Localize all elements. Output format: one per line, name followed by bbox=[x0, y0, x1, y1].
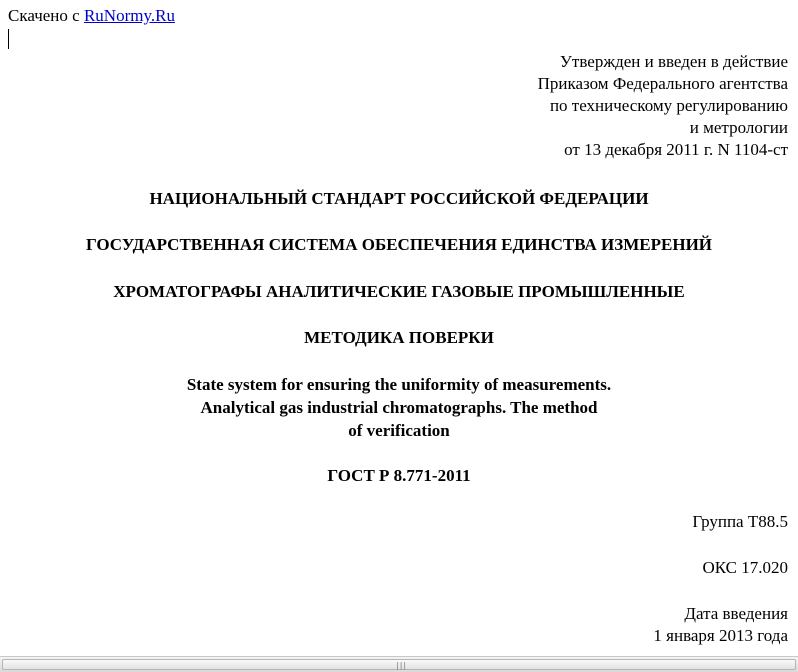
english-title-line: Analytical gas industrial chromatographs. The method bbox=[200, 398, 598, 417]
method-heading: МЕТОДИКА ПОВЕРКИ bbox=[304, 328, 494, 347]
source-prefix: Скачено с bbox=[8, 6, 84, 25]
introduction-label: Дата введения bbox=[684, 604, 788, 623]
classification-group: Группа Т88.5 bbox=[692, 512, 788, 531]
scrollbar-thumb[interactable] bbox=[2, 659, 796, 670]
approval-line: по техническому регулированию bbox=[549, 96, 788, 115]
english-title-line: of verification bbox=[348, 421, 450, 440]
approval-line: Утвержден и введен в действие bbox=[559, 52, 788, 71]
approval-line: от 13 декабря 2011 г. N 1104-ст bbox=[564, 140, 788, 159]
standard-number: ГОСТ Р 8.771-2011 bbox=[327, 466, 471, 485]
approval-block bbox=[428, 51, 788, 161]
approval-line: Приказом Федерального агентства bbox=[537, 74, 788, 93]
source-line bbox=[8, 6, 175, 26]
english-title-line: State system for ensuring the uniformity of measurements. bbox=[186, 375, 612, 394]
system-heading: ГОСУДАРСТВЕННАЯ СИСТЕМА ОБЕСПЕЧЕНИЯ ЕДИНСТВА ИЗМЕРЕНИЙ bbox=[85, 235, 713, 254]
introduction-date: 1 января 2013 года bbox=[653, 626, 788, 645]
approval-line: и метрологии bbox=[689, 118, 788, 137]
national-standard-heading: НАЦИОНАЛЬНЫЙ СТАНДАРТ РОССИЙСКОЙ ФЕДЕРАЦИИ bbox=[149, 189, 649, 208]
subject-heading: ХРОМАТОГРАФЫ АНАЛИТИЧЕСКИЕ ГАЗОВЫЕ ПРОМЫШЛЕННЫЕ bbox=[113, 282, 685, 301]
introduction-date-block bbox=[653, 603, 788, 647]
horizontal-scrollbar[interactable] bbox=[0, 656, 798, 672]
english-title bbox=[0, 373, 798, 442]
classification-oks: ОКС 17.020 bbox=[702, 558, 788, 577]
text-cursor bbox=[8, 29, 9, 49]
source-link[interactable]: RuNormy.Ru bbox=[83, 6, 175, 25]
scrollbar-grip-icon: ||| bbox=[396, 661, 408, 670]
